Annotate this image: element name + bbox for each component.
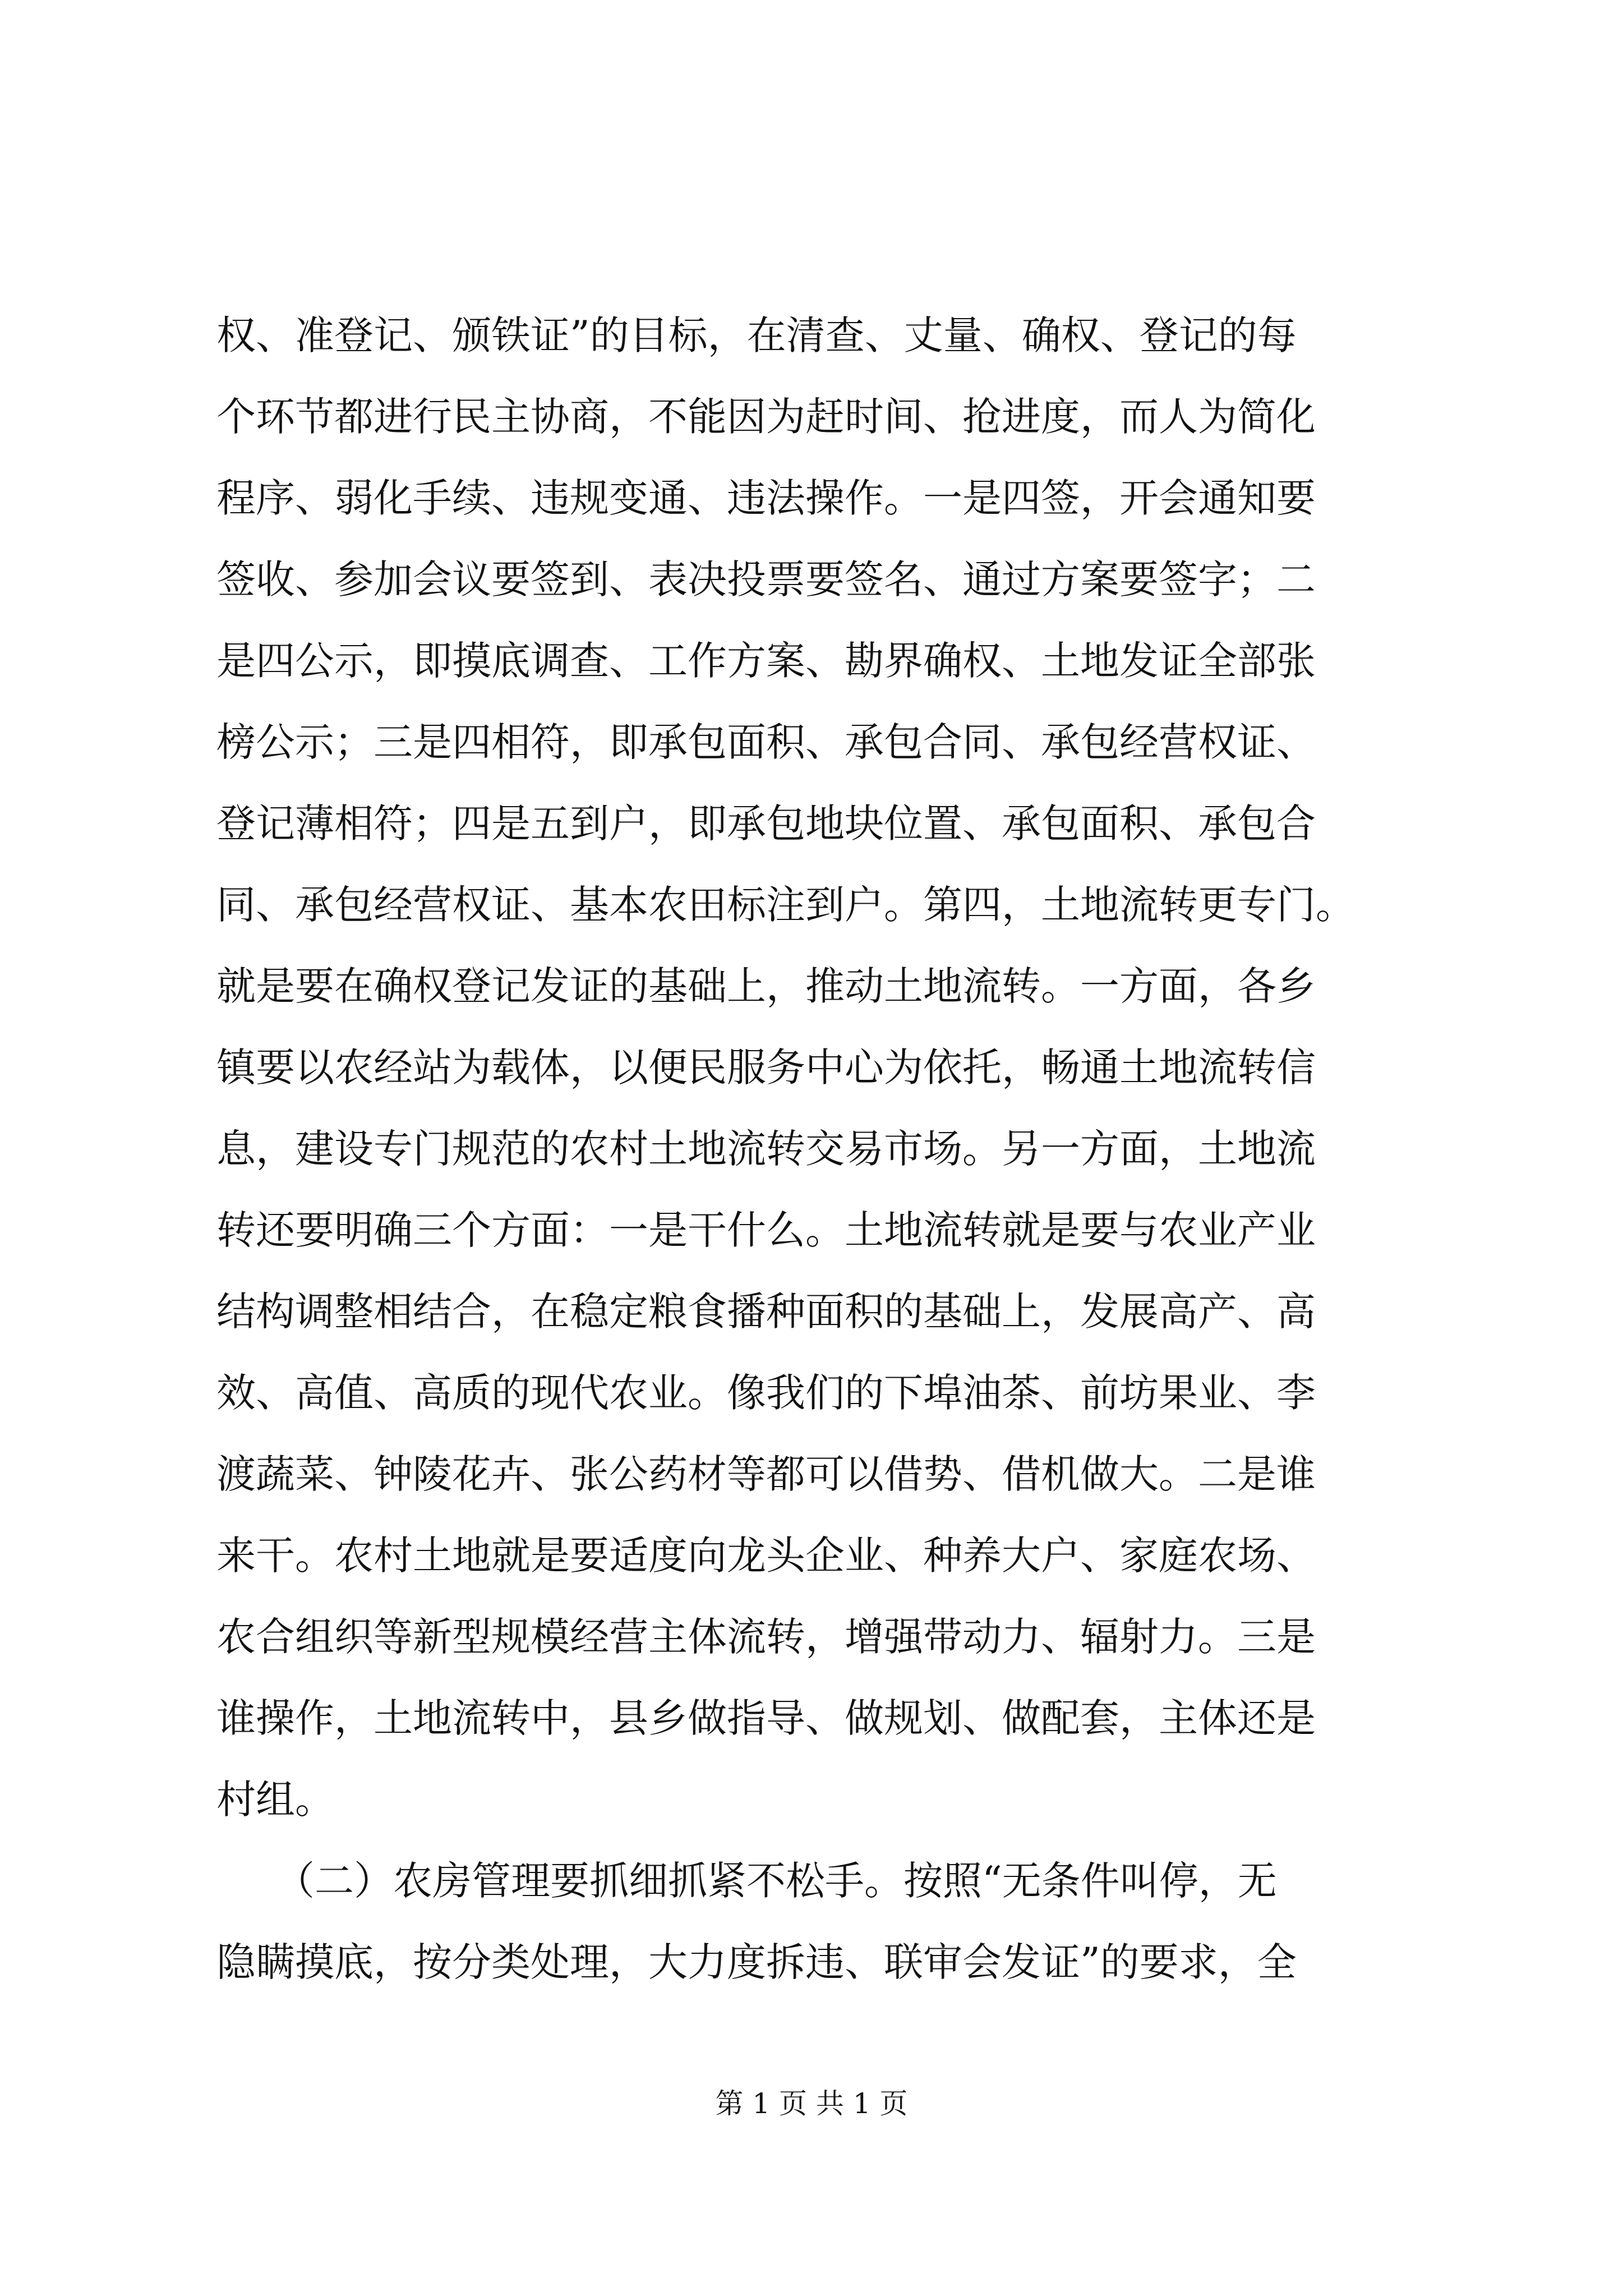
text-line-18: 谁操作，土地流转中，县乡做指导、做规划、做配套，主体还是 <box>216 1695 1316 1741</box>
page-number: 第 1 页 共 1 页 <box>715 2087 908 2120</box>
text-line-19: 村组。 <box>216 1777 334 1823</box>
text-line-16: 来干。农村土地就是要适度向龙头企业、种养大户、家庭农场、 <box>216 1533 1316 1579</box>
text-line-2: 个环节都进行民主协商，不能因为赶时间、抢进度，而人为简化 <box>216 394 1316 440</box>
text-line-3: 程序、弱化手续、违规变通、违法操作。一是四签，开会通知要 <box>216 475 1316 521</box>
text-line-4: 签收、参加会议要签到、表决投票要签名、通过方案要签字；二 <box>216 556 1316 602</box>
text-line-17: 农合组织等新型规模经营主体流转，增强带动力、辐射力。三是 <box>216 1614 1316 1660</box>
text-line-8: 同、承包经营权证、基本农田标注到户。第四，土地流转更专门。 <box>216 882 1355 928</box>
text-line-21: 隐瞒摸底，按分类处理，大力度拆违、联审会发证”的要求，全 <box>216 1939 1297 1985</box>
text-line-5: 是四公示，即摸底调查、工作方案、勘界确权、土地发证全部张 <box>216 638 1316 684</box>
text-line-14: 效、高值、高质的现代农业。像我们的下埠油茶、前坊果业、李 <box>216 1370 1316 1416</box>
document-body <box>216 295 1431 2003</box>
text-line-10: 镇要以农经站为载体，以便民服务中心为依托，畅通土地流转信 <box>216 1045 1316 1091</box>
text-line-7: 登记薄相符；四是五到户，即承包地块位置、承包面积、承包合 <box>216 800 1316 846</box>
text-line-1: 权、准登记、颁铁证”的目标，在清查、丈量、确权、登记的每 <box>216 312 1297 358</box>
text-line-20: （二）农房管理要抓细抓紧不松手。按照“无条件叫停，无 <box>216 1858 1277 1904</box>
page-footer <box>0 2081 1623 2126</box>
text-line-9: 就是要在确权登记发证的基础上，推动土地流转。一方面，各乡 <box>216 963 1316 1009</box>
text-line-12: 转还要明确三个方面：一是干什么。土地流转就是要与农业产业 <box>216 1207 1316 1253</box>
text-line-6: 榜公示；三是四相符，即承包面积、承包合同、承包经营权证、 <box>216 719 1316 765</box>
text-line-11: 息，建设专门规范的农村土地流转交易市场。另一方面，土地流 <box>216 1126 1316 1172</box>
text-line-15: 渡蔬菜、钟陵花卉、张公药材等都可以借势、借机做大。二是谁 <box>216 1451 1316 1497</box>
text-line-13: 结构调整相结合，在稳定粮食播种面积的基础上，发展高产、高 <box>216 1289 1316 1335</box>
